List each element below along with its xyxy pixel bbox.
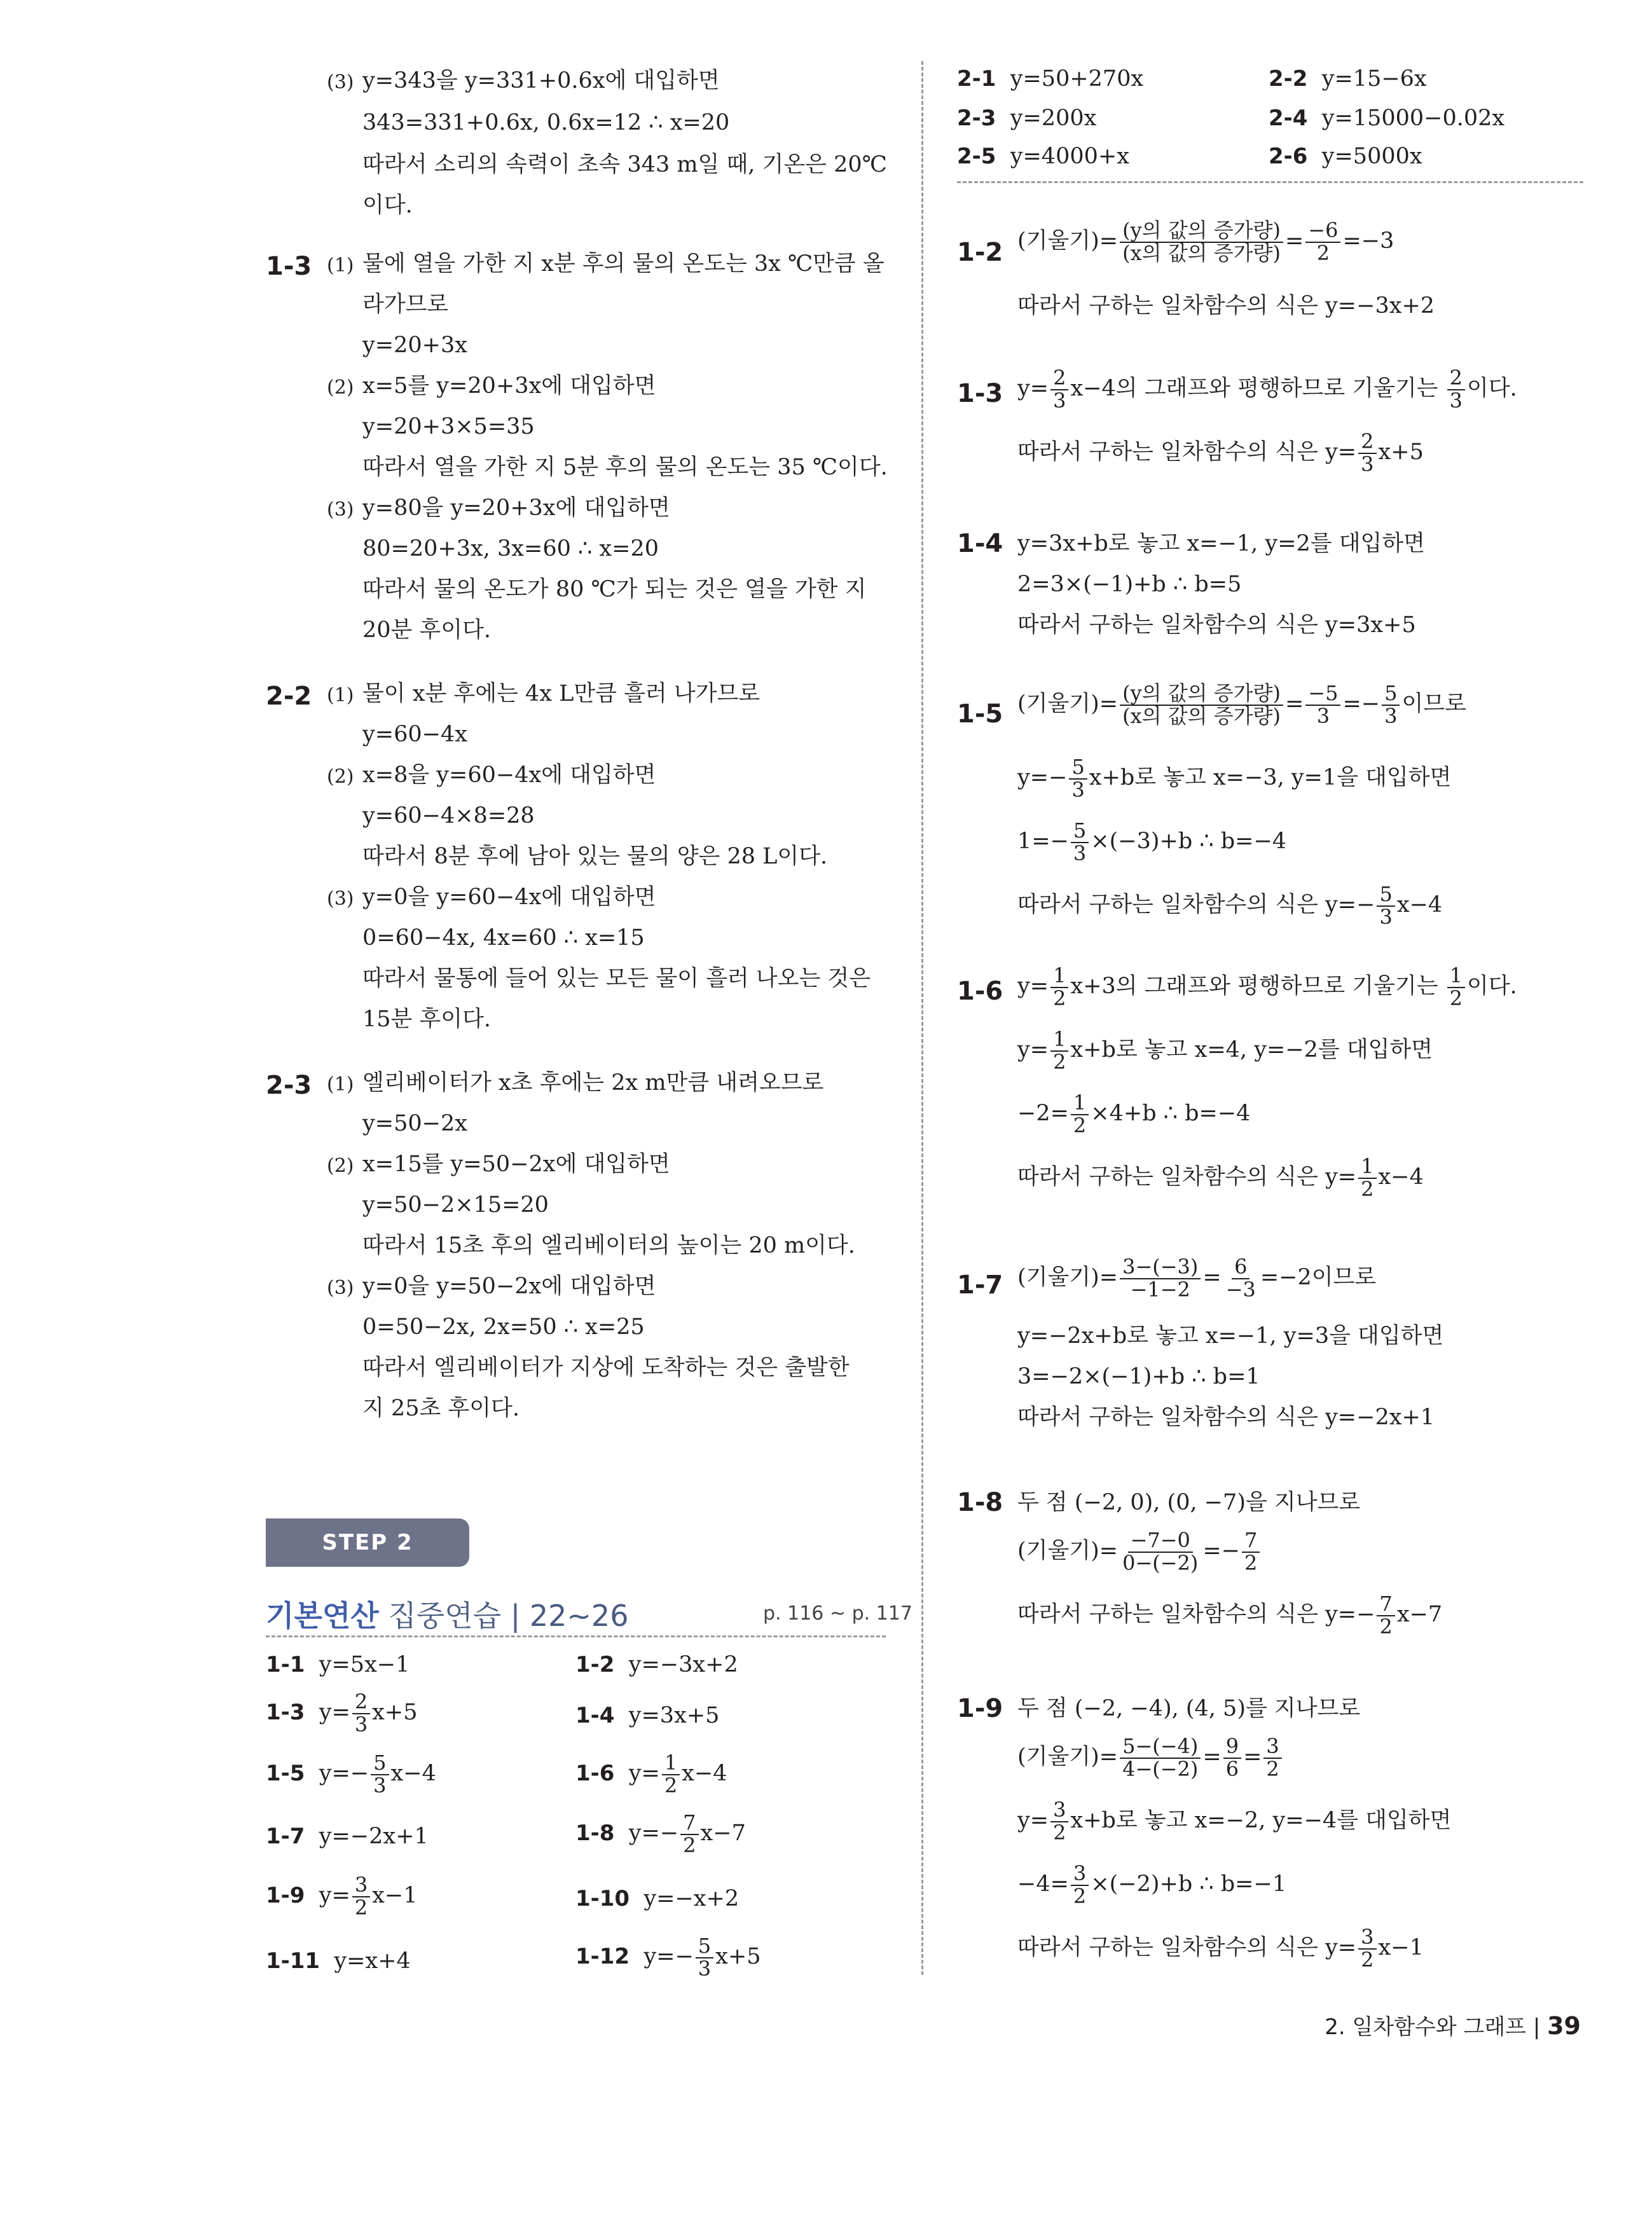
solution-line	[1017, 368, 1517, 411]
fraction	[1358, 431, 1376, 475]
answer-item	[575, 1752, 727, 1796]
text-run: =	[1202, 1744, 1222, 1770]
denominator: −3	[1225, 1277, 1256, 1302]
text-run: =−2이므로	[1260, 1265, 1377, 1291]
solution-line	[1017, 1530, 1262, 1574]
solution-line: 엘리베이터가 x초 후에는 2x m만큼 내려오므로	[362, 1070, 824, 1096]
fraction	[352, 1691, 370, 1735]
text-run: 이다.	[1467, 376, 1517, 402]
answer-item	[266, 1752, 436, 1796]
part-marker: (3)	[327, 1277, 354, 1299]
denominator: 2	[1053, 986, 1066, 1010]
denominator: 3	[354, 1712, 368, 1737]
problem-number: 1-9	[957, 1694, 1003, 1723]
text-run: x−7	[1396, 1602, 1443, 1628]
numerator: 2	[1358, 431, 1376, 454]
answer-text: y=−x+2	[644, 1886, 740, 1911]
fraction	[1071, 820, 1089, 864]
denominator: (x의 값의 증가량)	[1122, 703, 1281, 728]
numerator: 1	[662, 1752, 680, 1775]
solution-line	[1017, 1256, 1376, 1300]
numerator: 7	[1242, 1530, 1260, 1553]
fraction	[1050, 368, 1068, 411]
answer-item	[957, 144, 1129, 169]
text-run: y=	[1017, 1037, 1049, 1063]
text-run: (기울기)=	[1017, 1538, 1119, 1564]
answer-text: y=x+4	[334, 1948, 411, 1974]
text-run: x+b로 놓고 x=4, y=−2를 대입하면	[1070, 1037, 1433, 1063]
solution-line	[1017, 1092, 1250, 1136]
solution-line	[1017, 1927, 1424, 1971]
solution-line	[1017, 820, 1286, 864]
fraction	[1120, 1256, 1201, 1300]
solution-line: 2=3×(−1)+b ∴ b=5	[1017, 572, 1242, 597]
text-run: y=	[1017, 974, 1049, 1000]
fraction	[1263, 1736, 1281, 1780]
section-title	[266, 1593, 628, 1635]
numerator: 5	[1071, 820, 1089, 843]
text-run: x+3의 그래프와 평행하므로 기울기는	[1070, 974, 1445, 1000]
solution-line: 물에 열을 가한 지 x분 후의 물의 온도는 3x ℃만큼 올	[362, 251, 885, 277]
page-number: 39	[1547, 2012, 1581, 2040]
solution-line: 343=331+0.6x, 0.6x=12 ∴ x=20	[362, 110, 730, 135]
answer-text: y=5000x	[1321, 144, 1422, 169]
text-run: 따라서 구하는 일차함수의 식은 y=−	[1017, 1602, 1375, 1628]
denominator: 3	[1361, 451, 1374, 476]
denominator: 3	[1316, 703, 1330, 728]
part-marker: (1)	[327, 684, 354, 706]
solution-line: 따라서 구하는 일차함수의 식은 y=−3x+2	[1017, 293, 1435, 319]
numerator: (y의 값의 증가량)	[1120, 220, 1283, 243]
fraction	[696, 1936, 713, 1979]
solution-line: 따라서 구하는 일차함수의 식은 y=3x+5	[1017, 612, 1416, 638]
step-badge: STEP 2	[266, 1518, 469, 1567]
answer-number: 1-8	[575, 1820, 615, 1847]
solution-line: y=20+3x	[362, 333, 467, 358]
problem-number: 2-3	[266, 1071, 312, 1100]
problem-number: 1-6	[957, 977, 1003, 1006]
part-marker: (3)	[327, 499, 354, 521]
answer-text: x−1	[372, 1883, 418, 1909]
text-run: x−1	[1378, 1935, 1424, 1961]
solution-line	[1017, 884, 1442, 928]
answer-number: 1-10	[575, 1886, 630, 1911]
denominator: 3	[373, 1773, 387, 1798]
denominator: 2	[1449, 986, 1463, 1010]
fraction	[1358, 1156, 1376, 1200]
fraction	[1382, 683, 1400, 727]
answer-item	[266, 1691, 418, 1735]
answer-number: 2-4	[1269, 106, 1308, 131]
problem-number: 1-5	[957, 699, 1003, 729]
text-run: 따라서 구하는 일차함수의 식은 y=	[1017, 1935, 1357, 1961]
fraction	[1069, 757, 1087, 801]
part-marker: (3)	[327, 71, 354, 93]
fraction	[1447, 368, 1465, 411]
answer-item	[266, 1824, 429, 1849]
answer-item	[575, 1886, 739, 1911]
answer-item	[957, 106, 1096, 131]
solution-line	[1017, 1863, 1286, 1907]
numerator: 2	[352, 1691, 370, 1714]
fraction	[1377, 1593, 1394, 1637]
numerator: 6	[1232, 1256, 1249, 1279]
solution-line: 지 25초 후이다.	[362, 1396, 520, 1421]
solution-line: x=5를 y=20+3x에 대입하면	[362, 373, 656, 399]
solution-line: 따라서 물의 온도가 80 ℃가 되는 것은 열을 가한 지	[362, 577, 867, 602]
answer-number: 1-9	[266, 1883, 305, 1909]
denominator: 2	[683, 1833, 696, 1857]
answer-text: y=	[628, 1761, 660, 1787]
fraction	[1377, 884, 1394, 928]
numerator: 5	[371, 1752, 389, 1775]
problem-number: 1-8	[957, 1488, 1003, 1517]
numerator: 1	[1050, 1029, 1068, 1052]
denominator: 3	[1071, 777, 1085, 802]
solution-line: y=60−4x	[362, 722, 467, 747]
answer-number: 2-3	[957, 106, 996, 131]
text-run: =	[1284, 691, 1304, 717]
text-run: 1=−	[1017, 829, 1069, 855]
solution-line: y=50−2x	[362, 1111, 467, 1136]
text-run: (기울기)=	[1017, 691, 1119, 717]
denominator: 2	[1244, 1550, 1258, 1575]
answer-item	[1269, 144, 1422, 169]
answer-text: y=−	[319, 1761, 369, 1787]
solution-line: 이다.	[362, 193, 413, 218]
answer-text: x−7	[700, 1820, 746, 1847]
fraction	[1223, 1256, 1258, 1300]
numerator: 2	[1050, 368, 1068, 390]
solution-line	[1017, 1736, 1284, 1780]
answer-number: 1-11	[266, 1948, 320, 1974]
fraction	[1358, 1927, 1376, 1971]
fraction	[352, 1875, 370, 1918]
numerator: 3	[1050, 1800, 1068, 1822]
part-marker: (1)	[327, 254, 354, 277]
numerator: 3−(−3)	[1120, 1256, 1201, 1279]
solution-line: 0=50−2x, 2x=50 ∴ x=25	[362, 1314, 645, 1340]
problem-number: 1-3	[957, 379, 1003, 408]
answer-text: y=5x−1	[319, 1652, 410, 1677]
text-run: y=	[1017, 1808, 1049, 1834]
fraction	[1120, 220, 1283, 264]
solution-line	[1017, 757, 1451, 801]
solution-line: 따라서 물통에 들어 있는 모든 물이 흘러 나오는 것은	[362, 966, 871, 991]
denominator: 3	[1449, 388, 1463, 413]
fraction	[1120, 1736, 1201, 1780]
answer-text: y=	[319, 1883, 350, 1909]
answer-text: y=4000+x	[1010, 144, 1129, 169]
denominator: 3	[1379, 904, 1393, 929]
text-run: x−4	[1396, 892, 1443, 918]
text-run: (기울기)=	[1017, 1265, 1119, 1291]
denominator: 2	[1073, 1113, 1087, 1138]
numerator: 5	[696, 1936, 713, 1958]
denominator: 0−(−2)	[1122, 1550, 1199, 1575]
answer-text: y=−	[644, 1944, 694, 1970]
numerator: 1	[1358, 1156, 1376, 1179]
solution-line: 0=60−4x, 4x=60 ∴ x=15	[362, 925, 645, 951]
text-run: 따라서 구하는 일차함수의 식은 y=−	[1017, 892, 1375, 918]
denominator: 2	[354, 1895, 368, 1920]
denominator: 2	[1361, 1176, 1374, 1201]
answer-text: y=15000−0.02x	[1321, 106, 1505, 131]
fraction	[1050, 965, 1068, 1009]
denominator: 4−(−2)	[1122, 1756, 1199, 1781]
answer-text: x−4	[390, 1761, 436, 1787]
numerator: 5	[1382, 683, 1400, 706]
numerator: 2	[1447, 368, 1465, 390]
text-run: x−4의 그래프와 평행하므로 기울기는	[1070, 376, 1445, 402]
denominator: 2	[664, 1773, 678, 1798]
text-run: 따라서 구하는 일차함수의 식은 y=	[1017, 1164, 1357, 1190]
text-run: 이다.	[1467, 974, 1517, 1000]
text-run: x−4	[1378, 1164, 1424, 1190]
answer-number: 1-1	[266, 1652, 305, 1677]
answer-number: 2-6	[1269, 144, 1308, 169]
fraction	[1050, 1029, 1068, 1073]
answer-number: 1-12	[575, 1944, 630, 1970]
numerator: 7	[680, 1812, 698, 1835]
fraction	[1305, 220, 1340, 264]
answer-text: y=50+270x	[1010, 66, 1144, 92]
fraction	[1242, 1530, 1260, 1574]
numerator: 9	[1223, 1736, 1241, 1759]
section-divider	[266, 1635, 886, 1637]
solution-line: x=15를 y=50−2x에 대입하면	[362, 1152, 670, 1177]
section-page-range: p. 116 ~ p. 117	[763, 1602, 912, 1625]
text-run: x+5	[1378, 439, 1424, 465]
numerator: 3	[352, 1875, 370, 1897]
solution-line	[1017, 431, 1424, 475]
fraction	[1447, 965, 1465, 1009]
solution-line: y=60−4×8=28	[362, 803, 535, 829]
answer-item	[575, 1936, 761, 1979]
denominator: −1−2	[1130, 1277, 1190, 1302]
part-marker: (2)	[327, 1155, 354, 1177]
solution-line: 15분 후이다.	[362, 1007, 492, 1032]
text-run: (기울기)=	[1017, 228, 1119, 254]
fraction	[680, 1812, 698, 1856]
solution-line: 따라서 구하는 일차함수의 식은 y=−2x+1	[1017, 1405, 1435, 1430]
solution-line: 따라서 8분 후에 남아 있는 물의 양은 28 L이다.	[362, 844, 828, 869]
answer-item	[957, 66, 1143, 92]
denominator: 2	[1316, 240, 1330, 265]
text-run: =−3	[1342, 228, 1394, 254]
numerator: (y의 값의 증가량)	[1120, 683, 1283, 706]
solution-line: y=20+3×5=35	[362, 414, 535, 439]
solution-line: 물이 x분 후에는 4x L만큼 흘러 나가므로	[362, 681, 761, 706]
answer-number: 1-5	[266, 1761, 305, 1787]
numerator: 5	[1069, 757, 1087, 780]
answer-text: y=−2x+1	[319, 1824, 429, 1849]
numerator: −7−0	[1128, 1530, 1193, 1553]
solution-line: 20분 후이다.	[362, 617, 492, 643]
solution-line: y=80을 y=20+3x에 대입하면	[362, 495, 670, 521]
section-title-rest: 집중연습 | 22~26	[378, 1599, 629, 1633]
text-run: y=−	[1017, 765, 1068, 791]
text-run: x+b로 놓고 x=−2, y=−4를 대입하면	[1070, 1808, 1452, 1834]
top-divider	[957, 181, 1583, 183]
page-footer	[1325, 2009, 1581, 2041]
denominator: 2	[1053, 1820, 1066, 1845]
numerator: 1	[1050, 965, 1068, 988]
answer-number: 1-2	[575, 1652, 615, 1677]
fraction	[1050, 1800, 1068, 1843]
part-marker: (1)	[327, 1073, 354, 1096]
solution-line: 따라서 15초 후의 엘리베이터의 높이는 20 m이다.	[362, 1233, 855, 1258]
numerator: 5−(−4)	[1120, 1736, 1201, 1759]
answer-item	[575, 1812, 746, 1856]
footer-separator: |	[1526, 2014, 1548, 2040]
answer-text: x−4	[682, 1761, 727, 1787]
numerator: 3	[1071, 1863, 1089, 1886]
solution-line: y=0을 y=60−4x에 대입하면	[362, 884, 656, 910]
numerator: 3	[1358, 1927, 1376, 1950]
numerator: −6	[1305, 220, 1340, 243]
numerator: −5	[1305, 683, 1340, 706]
solution-line	[1017, 220, 1394, 264]
part-marker: (2)	[327, 766, 354, 788]
answer-item	[575, 1703, 719, 1728]
numerator: 3	[1263, 1736, 1281, 1759]
fraction	[1071, 1863, 1089, 1907]
solution-line: 두 점 (−2, 0), (0, −7)을 지나므로	[1017, 1490, 1361, 1515]
numerator: 1	[1071, 1092, 1089, 1115]
solution-line: y=0을 y=50−2x에 대입하면	[362, 1274, 656, 1299]
solution-line: 두 점 (−2, −4), (4, 5)를 지나므로	[1017, 1696, 1361, 1721]
answer-number: 1-3	[266, 1700, 305, 1726]
denominator: (x의 값의 증가량)	[1122, 240, 1281, 265]
solution-line	[1017, 683, 1466, 727]
denominator: 3	[1053, 388, 1066, 413]
numerator: 5	[1377, 884, 1394, 907]
solution-line	[1017, 1593, 1442, 1637]
text-run: y=	[1017, 376, 1049, 402]
part-marker: (3)	[327, 888, 354, 910]
problem-number: 1-2	[957, 238, 1003, 267]
fraction	[1120, 683, 1283, 727]
answer-text: y=−3x+2	[628, 1652, 738, 1677]
solution-line: y=343을 y=331+0.6x에 대입하면	[362, 68, 720, 93]
solution-line: 80=20+3x, 3x=60 ∴ x=20	[362, 536, 659, 561]
answer-text: y=15−6x	[1321, 66, 1427, 92]
answer-text: x+5	[372, 1700, 418, 1726]
fraction	[662, 1752, 680, 1796]
denominator: 3	[698, 1956, 712, 1981]
denominator: 2	[1379, 1614, 1393, 1639]
text-run: x+b로 놓고 x=−3, y=1을 대입하면	[1089, 765, 1452, 791]
answer-item	[1269, 66, 1427, 92]
part-marker: (2)	[327, 376, 354, 399]
solution-line: 따라서 엘리베이터가 지상에 도착하는 것은 출발한	[362, 1355, 850, 1380]
numerator: 7	[1377, 1593, 1394, 1616]
fraction	[371, 1752, 389, 1796]
text-run: −4=	[1017, 1871, 1069, 1897]
answer-text: y=3x+5	[628, 1703, 720, 1728]
denominator: 2	[1361, 1947, 1374, 1972]
answer-number: 2-1	[957, 66, 996, 92]
answer-item	[1269, 106, 1504, 131]
problem-number: 2-2	[266, 682, 312, 711]
problem-number: 1-4	[957, 529, 1003, 558]
answer-number: 1-7	[266, 1824, 305, 1849]
answer-item	[266, 1948, 411, 1974]
column-divider	[921, 61, 923, 1975]
answer-text: y=200x	[1010, 106, 1097, 131]
answer-item	[575, 1652, 738, 1677]
solution-line: y=−2x+b로 놓고 x=−1, y=3을 대입하면	[1017, 1323, 1444, 1349]
solution-line: y=3x+b로 놓고 x=−1, y=2를 대입하면	[1017, 531, 1425, 556]
text-run: =	[1202, 1265, 1222, 1291]
text-run: =−	[1202, 1538, 1241, 1564]
text-run: =	[1243, 1744, 1262, 1770]
text-run: 이므로	[1401, 691, 1466, 717]
solution-line: 따라서 소리의 속력이 초속 343 m일 때, 기온은 20℃	[362, 152, 887, 177]
text-run: ×4+b ∴ b=−4	[1091, 1101, 1251, 1127]
denominator: 3	[1384, 703, 1398, 728]
text-run: =−	[1342, 691, 1380, 717]
denominator: 2	[1266, 1756, 1279, 1781]
solution-line: y=50−2×15=20	[362, 1192, 549, 1218]
numerator: 1	[1447, 965, 1465, 988]
solution-line: x=8을 y=60−4x에 대입하면	[362, 762, 656, 788]
denominator: 3	[1073, 841, 1087, 865]
answer-number: 2-5	[957, 144, 996, 169]
denominator: 2	[1073, 1883, 1087, 1908]
denominator: 2	[1053, 1049, 1066, 1074]
problem-number: 1-7	[957, 1270, 1003, 1300]
section-title-bold: 기본연산	[266, 1599, 379, 1633]
fraction	[1071, 1092, 1089, 1136]
fraction	[1305, 683, 1340, 727]
answer-number: 2-2	[1269, 66, 1308, 92]
solution-line	[1017, 1029, 1433, 1073]
fraction	[1223, 1736, 1241, 1780]
solution-line	[1017, 1156, 1424, 1200]
solution-line: 따라서 열을 가한 지 5분 후의 물의 온도는 35 ℃이다.	[362, 455, 888, 480]
answer-text: y=	[319, 1700, 350, 1726]
answer-text: x+5	[715, 1944, 761, 1970]
fraction	[1120, 1530, 1201, 1574]
text-run: (기울기)=	[1017, 1744, 1119, 1770]
solution-line: 3=−2×(−1)+b ∴ b=1	[1017, 1364, 1260, 1389]
text-run: 따라서 구하는 일차함수의 식은 y=	[1017, 439, 1357, 465]
text-run: ×(−2)+b ∴ b=−1	[1091, 1871, 1287, 1897]
solution-line	[1017, 965, 1517, 1009]
chapter-title: 2. 일차함수와 그래프	[1325, 2014, 1527, 2040]
answer-item	[266, 1652, 410, 1677]
answer-item	[266, 1875, 418, 1918]
problem-number: 1-3	[266, 252, 312, 281]
text-run: −2=	[1017, 1101, 1069, 1127]
answer-number: 1-4	[575, 1703, 615, 1728]
solution-line	[1017, 1800, 1451, 1843]
solution-line: 라가므로	[362, 292, 449, 317]
text-run: ×(−3)+b ∴ b=−4	[1091, 829, 1287, 855]
answer-text: y=−	[628, 1820, 679, 1847]
denominator: 6	[1225, 1756, 1239, 1781]
text-run: =	[1284, 228, 1304, 254]
answer-number: 1-6	[575, 1761, 615, 1787]
